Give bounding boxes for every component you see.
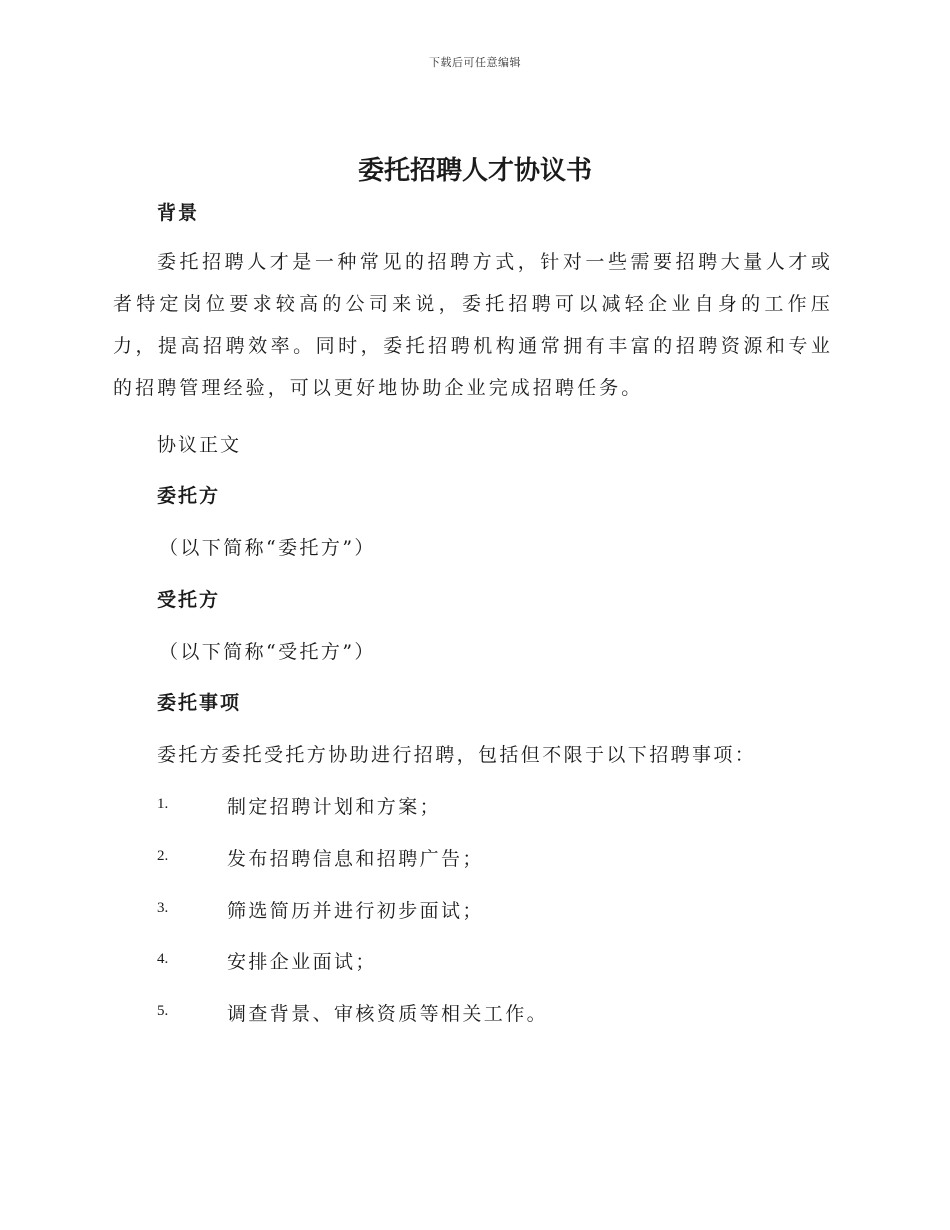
agent-alias: （以下简称“受托方”） — [159, 641, 376, 663]
list-item-number: 2. — [157, 848, 169, 864]
list-item-text: 筛选简历并进行初步面试； — [227, 900, 484, 922]
list-item-text: 发布招聘信息和招聘广告； — [227, 848, 484, 870]
document-title: 委托招聘人才协议书 — [357, 156, 592, 186]
list-item-number: 5. — [157, 1003, 169, 1019]
background-paragraph: 委托招聘人才是一种常见的招聘方式，针对一些需要招聘大量人才或者特定岗位要求较高的公司来说，委托招聘可以减轻企业自身的工作压力，提高招聘效率。同时，委托招聘机构通常拥有丰富的招聘资源和专业的招聘管理经验，可以更好地协助企业完成招聘任务。 — [113, 251, 833, 399]
agreement-body-heading: 协议正文 — [157, 434, 242, 456]
list-item-number: 4. — [157, 951, 169, 967]
client-heading: 委托方 — [157, 485, 221, 507]
list-item-text: 制定招聘计划和方案； — [227, 796, 442, 818]
background-heading: 背景 — [157, 202, 200, 224]
matters-intro: 委托方委托受托方协助进行招聘，包括但不限于以下招聘事项： — [157, 744, 757, 766]
list-item-text: 安排企业面试； — [227, 951, 377, 973]
client-alias: （以下简称“委托方”） — [159, 537, 376, 559]
list-item-text: 调查背景、审核资质等相关工作。 — [227, 1003, 549, 1025]
matters-heading: 委托事项 — [157, 692, 242, 714]
list-item-number: 1. — [157, 796, 169, 812]
page-header-note: 下载后可任意编辑 — [429, 56, 521, 69]
agent-heading: 受托方 — [157, 589, 221, 611]
list-item-number: 3. — [157, 900, 169, 916]
